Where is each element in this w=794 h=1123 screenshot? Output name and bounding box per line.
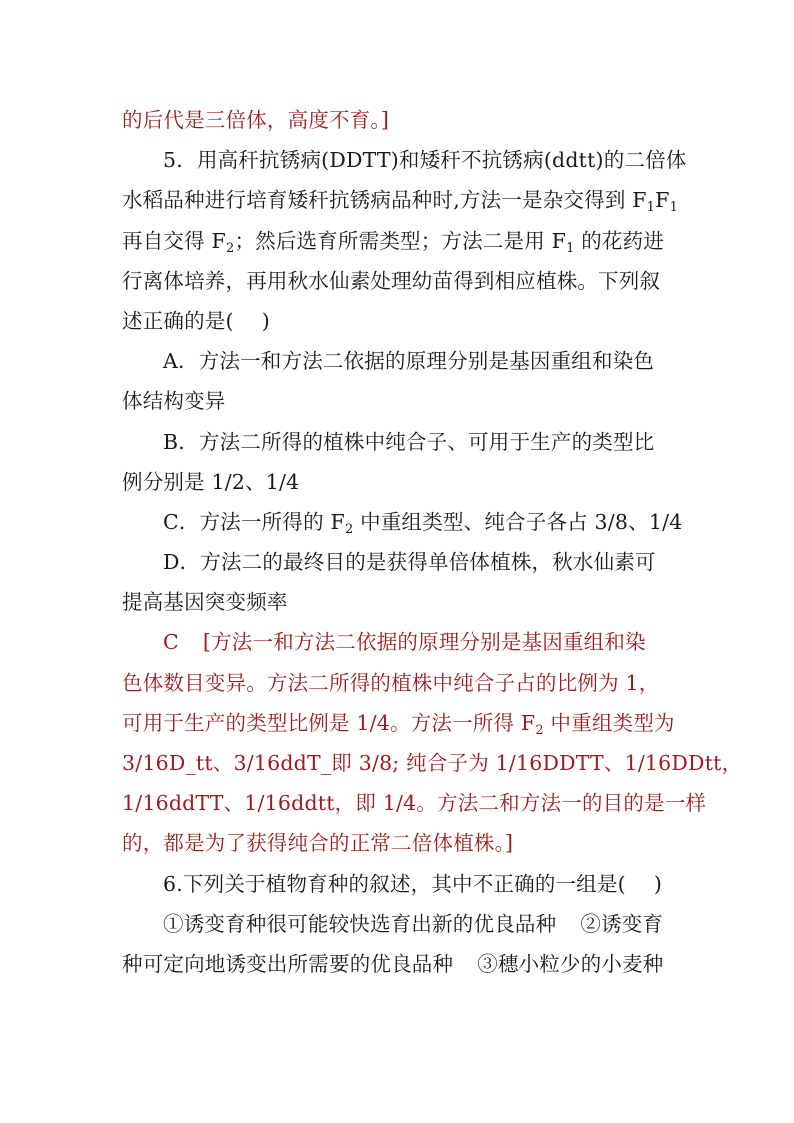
q6-stem-line-1: 6.下列关于植物育种的叙述，其中不正确的一组是( ) — [163, 871, 663, 896]
q5-stem-line-4: 行离体培养，再用秋水仙素处理幼苗得到相应植株。下列叙 — [122, 268, 661, 293]
previous-explanation-tail: 的后代是三倍体，高度不育。] — [122, 108, 390, 132]
answer-letter: C — [163, 630, 179, 655]
question-5 — [122, 140, 743, 863]
q5-option-d: D．方法二的最终目的是获得单倍体植株，秋水仙素可 — [163, 550, 656, 575]
q5-option-d-cont: 提高基因突变频率 — [122, 590, 288, 615]
q6-stem-line-2: ①诱变育种很可能较快选育出新的优良品种 ②诱变育 — [163, 911, 664, 936]
q5-option-a: A．方法一和方法二依据的原理分别是基因重组和染色 — [163, 349, 655, 374]
q5-option-b: B．方法二所得的植株中纯合子、可用于生产的类型比 — [163, 429, 655, 454]
q5-stem-line-1: 5．用高秆抗锈病(DDTT)和矮秆不抗锈病(ddtt)的二倍体 — [163, 148, 687, 173]
q5-answer-line-5: 1/16ddTT、1/16ddtt，即 1/4。方法二和方法一的目的是一样 — [122, 791, 707, 816]
q5-answer-explanation — [122, 622, 743, 863]
document-page — [122, 100, 743, 984]
q5-stem-line-2: 水稻品种进行培育矮秆抗锈病品种时,方法一是杂交得到 $F_1F_1$ — [122, 188, 679, 216]
q5-answer-line-2: 色体数目变异。方法二所得的植株中纯合子占的比例为 1， — [122, 670, 660, 695]
question-6 — [122, 864, 674, 985]
q5-answer-line-4: 3/16D_tt、3/16ddT_即 3/8; 纯合子为 1/16DDTT、1/16DDtt， — [122, 751, 743, 775]
q5-option-b-cont: 例分别是 1/2、1/4 — [122, 469, 300, 494]
q5-answer-line-6: 的，都是为了获得纯合的正常二倍体植株。] — [122, 831, 514, 856]
q5-answer-line-3: 可用于生产的类型比例是 1/4。方法一所得 $F_2$ 中重组类型为 — [122, 710, 675, 738]
q5-answer-line-1: C [方法一和方法二依据的原理分别是基因重组和染 — [163, 630, 646, 655]
q5-option-a-cont: 体结构变异 — [122, 389, 226, 414]
q6-stem-line-3: 种可定向地诱变出所需要的优良品种 ③穗小粒少的小麦种 — [122, 951, 664, 976]
q5-option-c: C．方法一所得的 $F_2$ 中重组类型、纯合子各占 3/8、1/4 — [163, 509, 683, 537]
q5-stem-line-3: 再自交得 $F_2$；然后选育所需类型；方法二是用 $F_1$ 的花药进 — [122, 228, 665, 256]
q5-stem-line-5: 述正确的是( ) — [122, 308, 270, 333]
